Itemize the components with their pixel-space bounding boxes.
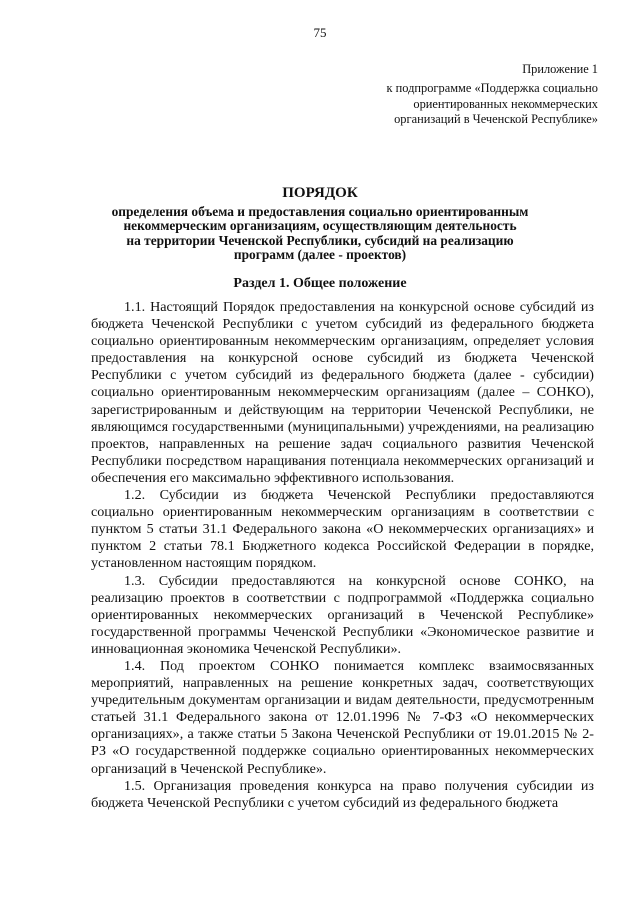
appendix-line: ориентированных некоммерческих (413, 96, 598, 111)
appendix-block (338, 62, 598, 128)
paragraph-1-4: 1.4. Под проектом СОНКО понимается комплекс взаимосвязанных мероприятий, направленных на решение конкретных задач, соответствующих учредительным документам организации и видам деятельности, предусмотренным статьей 31.1 Федерального закона от 12.01.1996 № 7-ФЗ «О некоммерческих организациях», а также статьи 5 Закона Чеченской Республики от 19.01.2015 № 2-РЗ «О государственной поддержке социально ориентированных некоммерческих организаций в Чеченской Республике». (91, 657, 594, 777)
subtitle-line: некоммерческим организациям, осуществляющим деятельность (123, 218, 517, 234)
paragraph-1-3: 1.3. Субсидии предоставляются на конкурсной основе СОНКО, на реализацию проектов в соответствии с подпрограммой «Поддержка социально ориентированных некоммерческих организаций в Чеченской Республике» государственной программы Чеченской Республики «Экономическое развитие и инновационная экономика Чеченской Республики». (91, 572, 594, 657)
section-body (91, 299, 594, 812)
appendix-line: к подпрограмме «Поддержка социально (386, 81, 598, 96)
paragraph-1-2: 1.2. Субсидии из бюджета Чеченской Республики предоставляются социально ориентированным некоммерческим организациям в соответствии с пунктом 5 статьи 31.1 Федерального закона «О некоммерческих организациях» и пунктом 2 статьи 78.1 Бюджетного кодекса Российской Федерации в порядке, установленном настоящим порядком. (91, 487, 594, 572)
subtitle-line: определения объема и предоставления социально ориентированным (111, 204, 529, 219)
paragraph-1-1: 1.1. Настоящий Порядок предоставления на конкурсной основе субсидий из бюджета Чеченской Республики с учетом субсидий из федерального бюджета социально ориентированным некоммерческим организациям, определяет условия предоставления на конкурсной основе субсидий из бюджета Чеченской Республики с учетом субсидий из федерального бюджета (далее - субсидии) социально ориентированным некоммерческим организациям (далее – СОНКО), зарегистрированным и действующим на территории Чеченской Республики, не являющимся государственными (муниципальными) учреждениями, на реализацию проектов, направленных на решение задач социального развития Чеченской Республики посредством наращивания потенциала некоммерческих организаций и обеспечения его максимально эффективного использования. (91, 299, 594, 486)
document-title: ПОРЯДОК (282, 185, 358, 201)
subtitle-line: на территории Чеченской Республики, субсидий на реализацию (126, 232, 514, 248)
section-heading: Раздел 1. Общее положение (233, 276, 407, 291)
page-number: 75 (313, 25, 327, 40)
document-subtitle (90, 205, 550, 263)
subtitle-line: программ (далее - проектов) (233, 247, 407, 263)
paragraph-1-5: 1.5. Организация проведения конкурса на право получения субсидии из бюджета Чеченской Республики с учетом субсидий из федерального бюджета (91, 777, 594, 811)
appendix-title: Приложение 1 (522, 62, 598, 76)
appendix-line: организаций в Чеченской Республике» (394, 112, 598, 127)
